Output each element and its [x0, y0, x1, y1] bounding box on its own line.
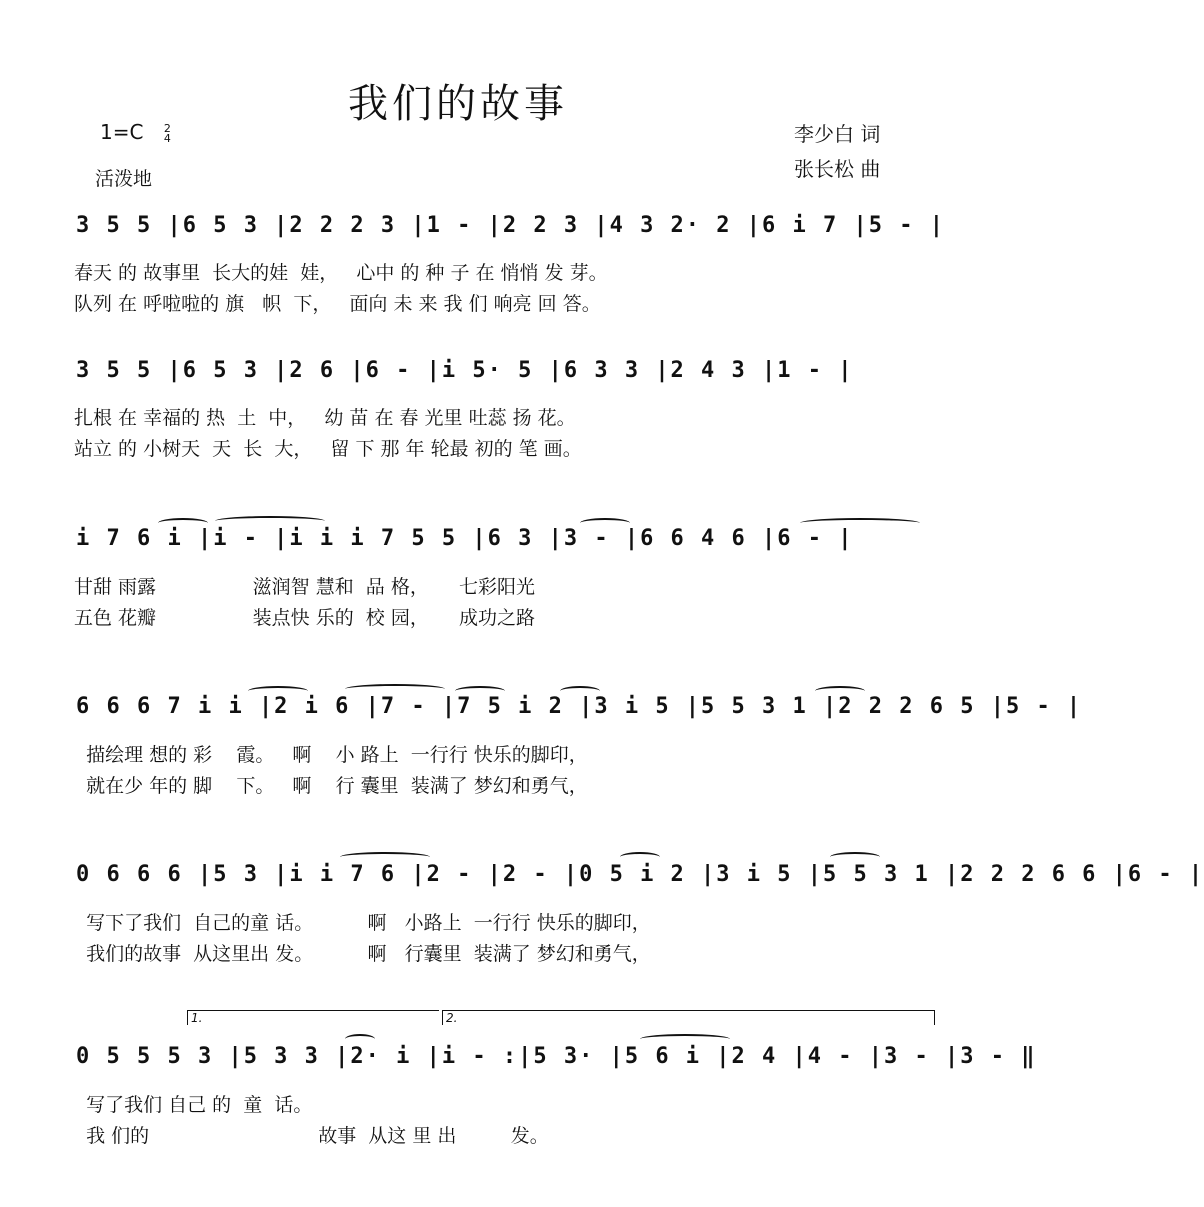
- notation-row-5: 0 6 6 6 |5 3 |i i 7 6 |2 - |2 - |0 5 i 2 |3 i 5 |5 5 3 1 |2 2 2 6 6 |6 - |: [76, 862, 1204, 887]
- slur: [345, 684, 445, 694]
- slur: [215, 516, 325, 526]
- volta-1: 1.: [187, 1010, 439, 1025]
- slur: [620, 852, 660, 862]
- lyric-row-5-verse-2: 我们的故事 从这里出 发。 啊 行囊里 装满了 梦幻和勇气，: [74, 943, 651, 965]
- key-text: 1=C: [100, 120, 144, 144]
- lyric-row-5-verse-1: 写下了我们 自己的童 话。 啊 小路上 一行行 快乐的脚印，: [74, 912, 651, 934]
- notation-row-6: 0 5 5 5 3 |5 3 3 |2· i |i - :|5 3· |5 6 i |2 4 |4 - |3 - |3 - ‖: [76, 1044, 1037, 1069]
- lyric-row-1-verse-2: 队列 在 呼啦啦的 旗 帜 下， 面向 未 来 我 们 响亮 回 答。: [74, 293, 601, 315]
- volta-2: 2.: [442, 1010, 935, 1025]
- notation-row-2: 3 5 5 |6 5 3 |2 6 |6 - |i 5· 5 |6 3 3 |2 4 3 |1 - |: [76, 358, 854, 383]
- lyric-row-6-verse-1: 写了我们 自己 的 童 话。: [74, 1094, 313, 1116]
- lyric-row-4-verse-2: 就在少 年的 脚 下。 啊 行 囊里 装满了 梦幻和勇气，: [74, 775, 588, 797]
- notation-row-1: 3 5 5 |6 5 3 |2 2 2 3 |1 - |2 2 3 |4 3 2· 2 |6 i 7 |5 - |: [76, 213, 945, 238]
- lyric-row-3-verse-1: 甘甜 雨露 滋润智 慧和 品 格， 七彩阳光: [74, 576, 536, 598]
- composer-credit: 张长松 曲: [794, 157, 881, 181]
- song-title: 我们的故事: [348, 81, 568, 127]
- lyric-row-3-verse-2: 五色 花瓣 装点快 乐的 校 园， 成功之路: [74, 607, 536, 629]
- lyric-row-1-verse-1: 春天 的 故事里 长大的娃 娃， 心中 的 种 子 在 悄悄 发 芽。: [74, 262, 608, 284]
- slur: [640, 1034, 730, 1044]
- slur: [830, 852, 880, 862]
- slur: [340, 852, 430, 862]
- lyric-row-6-verse-2: 我 们的 故事 从这 里 出 发。: [74, 1125, 549, 1147]
- time-bottom: 4: [163, 131, 171, 145]
- slur: [345, 1034, 375, 1044]
- lyric-row-2-verse-2: 站立 的 小树天 天 长 大， 留 下 那 年 轮最 初的 笔 画。: [74, 438, 582, 460]
- key-signature: [100, 120, 171, 144]
- lyricist-credit: 李少白 词: [794, 122, 881, 146]
- time-signature: [163, 121, 171, 145]
- lyric-row-4-verse-1: 描绘理 想的 彩 霞。 啊 小 路上 一行行 快乐的脚印，: [74, 744, 588, 766]
- time-top: 2: [163, 121, 171, 135]
- notation-row-3: i 7 6 i |i - |i i i 7 5 5 |6 3 |3 - |6 6 4 6 |6 - |: [76, 526, 854, 551]
- tempo-marking: 活泼地: [95, 168, 153, 190]
- lyric-row-2-verse-1: 扎根 在 幸福的 热 土 中， 幼 苗 在 春 光里 吐蕊 扬 花。: [74, 407, 576, 429]
- notation-row-4: 6 6 6 7 i i |2 i 6 |7 - |7 5 i 2 |3 i 5 |5 5 3 1 |2 2 2 6 5 |5 - |: [76, 694, 1083, 719]
